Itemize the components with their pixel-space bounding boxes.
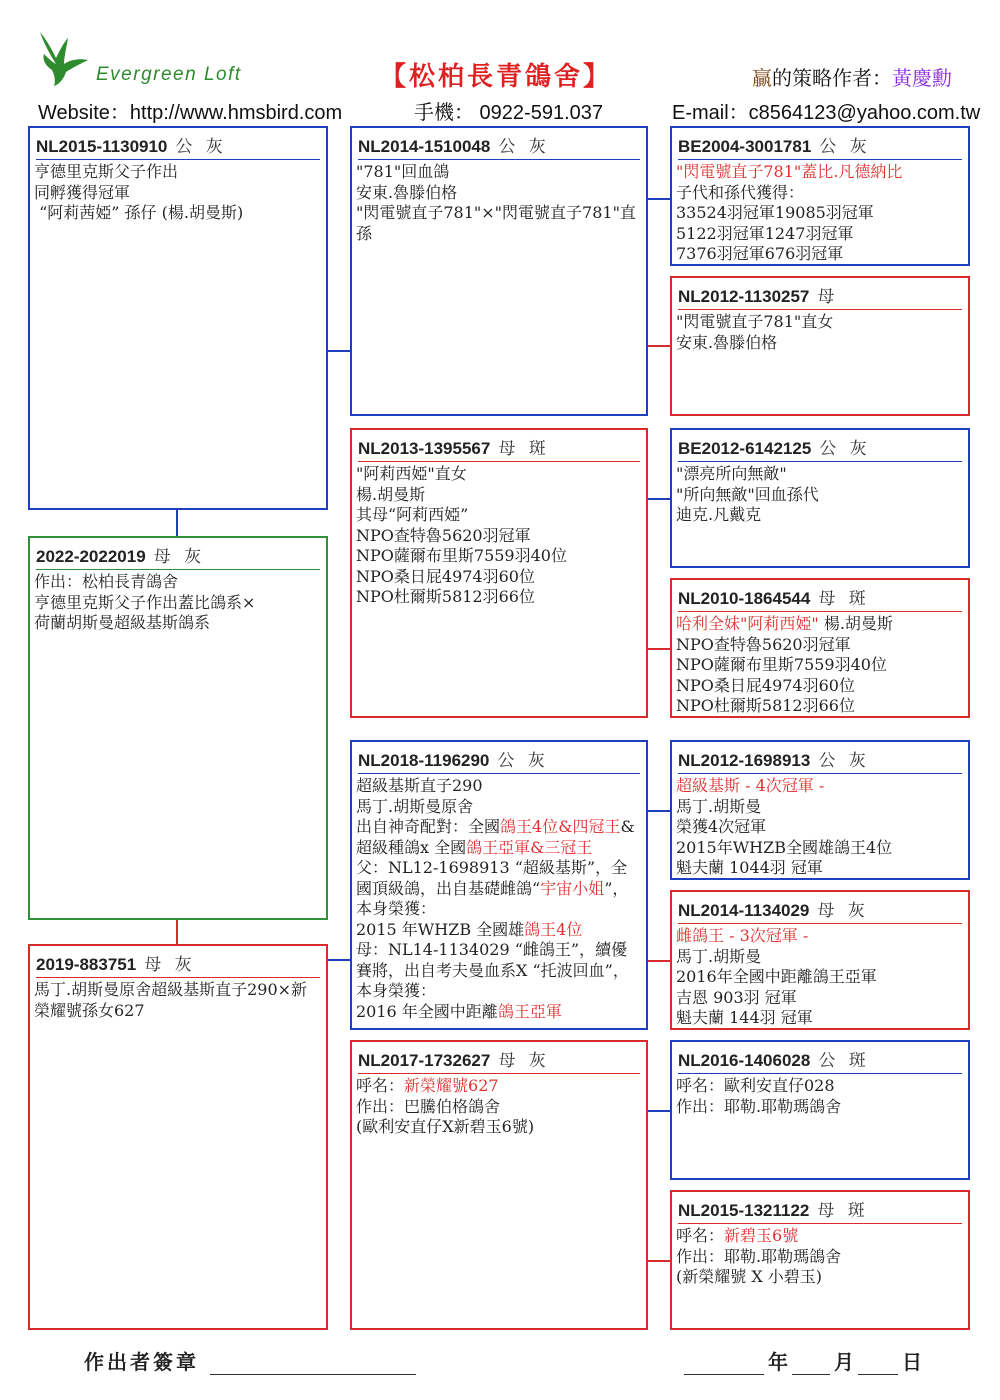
highlight-text: 哈利全妹"阿莉西婭" bbox=[676, 614, 819, 633]
detail-line bbox=[676, 776, 964, 797]
detail-line bbox=[34, 162, 322, 183]
highlight-text: 鴿王4位 bbox=[524, 919, 583, 939]
detail-line bbox=[356, 858, 642, 920]
box-body bbox=[356, 1076, 642, 1138]
detail-line bbox=[676, 162, 964, 183]
detail-text: 作出：松柏長青鴿舍 bbox=[34, 572, 179, 591]
detail-line bbox=[356, 1117, 642, 1138]
detail-text: NPO查特魯5620羽冠軍 bbox=[676, 634, 851, 654]
detail-line bbox=[356, 920, 642, 941]
detail-line bbox=[676, 244, 964, 265]
detail-text: 超級基斯直子290 bbox=[356, 776, 483, 795]
detail-line bbox=[356, 546, 642, 567]
detail-text: 作出：巴騰伯格鴿舍 bbox=[356, 1096, 501, 1116]
detail-text: 亨德里克斯父子作出 bbox=[34, 162, 179, 181]
detail-text: 子代和孫代獲得： bbox=[676, 182, 805, 202]
detail-line bbox=[676, 203, 964, 224]
detail-line bbox=[676, 797, 964, 818]
sex-color: 母 bbox=[817, 287, 839, 307]
pedigree-box-sire-sire[interactable] bbox=[350, 126, 648, 416]
logo-text: Evergreen Loft bbox=[96, 64, 242, 85]
ring-number: BE2012-6142125 bbox=[678, 439, 812, 458]
website: Website：http://www.hmsbird.com bbox=[38, 102, 343, 124]
detail-text: 馬丁.胡斯曼原舍超級基斯直子290×新榮耀號孫女627 bbox=[34, 980, 308, 1020]
detail-line bbox=[676, 1008, 964, 1029]
year-blank[interactable] bbox=[684, 1374, 764, 1375]
author-line bbox=[752, 62, 952, 91]
sex-color: 公 灰 bbox=[818, 751, 870, 771]
detail-line bbox=[34, 613, 322, 634]
phone: 手機： 0922-591.037 bbox=[414, 102, 604, 124]
highlight-text: 宇宙小姐 bbox=[540, 878, 605, 898]
sex-color: 公 斑 bbox=[818, 1051, 870, 1071]
pedigree-box-sss[interactable] bbox=[670, 126, 970, 266]
detail-line bbox=[356, 567, 642, 588]
detail-text: 楊.胡曼斯 bbox=[356, 484, 426, 504]
detail-text: 作出：耶勒.耶勒瑪鴿舍 bbox=[676, 1246, 842, 1266]
detail-line bbox=[676, 696, 964, 717]
detail-text: 呼名：歐利安直仔028 bbox=[676, 1076, 835, 1095]
detail-text: 馬丁.胡斯曼 bbox=[676, 796, 762, 816]
detail-text: 母：NL14-1134029 “雌鴿王”，續優賽將，出自考夫曼血系X “托波回血”，本身榮獲： bbox=[356, 940, 629, 1000]
sex-color: 母 灰 bbox=[817, 901, 869, 921]
box-body bbox=[34, 162, 322, 224]
detail-text: "漂亮所向無敵" bbox=[676, 464, 787, 483]
box-body bbox=[356, 776, 642, 1022]
ring-number: 2022-2022019 bbox=[36, 547, 146, 566]
detail-line bbox=[676, 505, 964, 526]
detail-line bbox=[356, 797, 642, 818]
pedigree-box-ddd[interactable] bbox=[670, 1190, 970, 1330]
pedigree-box-sire-dam[interactable] bbox=[350, 428, 648, 718]
detail-text: 呼名： bbox=[676, 1226, 725, 1245]
detail-text: 荷蘭胡斯曼超級基斯鴿系 bbox=[34, 613, 211, 632]
detail-line bbox=[676, 1097, 964, 1118]
detail-text: 魁夫蘭 1044羽 冠軍 bbox=[676, 858, 823, 877]
detail-line bbox=[34, 183, 322, 204]
detail-line bbox=[676, 1076, 964, 1097]
detail-line bbox=[356, 1097, 642, 1118]
detail-line bbox=[676, 333, 964, 354]
detail-line bbox=[356, 817, 642, 858]
ring-number: NL2012-1698913 bbox=[678, 751, 811, 770]
highlight-text: 新榮耀號627 bbox=[404, 1076, 499, 1095]
detail-line bbox=[356, 587, 642, 608]
detail-text: (新榮耀號 X 小碧玉) bbox=[676, 1267, 823, 1286]
detail-line bbox=[676, 838, 964, 859]
detail-line bbox=[676, 967, 964, 988]
ring-number: NL2010-1864544 bbox=[678, 589, 811, 608]
box-body bbox=[676, 1076, 964, 1117]
sex-color: 公 灰 bbox=[819, 439, 871, 459]
detail-line bbox=[356, 1076, 642, 1097]
detail-line bbox=[356, 485, 642, 506]
detail-text: 安東.魯滕伯格 bbox=[676, 332, 778, 352]
detail-text: 馬丁.胡斯曼原舍 bbox=[356, 796, 474, 816]
detail-line bbox=[356, 940, 642, 1002]
detail-text: 同孵獲得冠軍 bbox=[34, 182, 131, 202]
detail-line bbox=[676, 464, 964, 485]
detail-text: 魁夫蘭 144羽 冠軍 bbox=[676, 1008, 813, 1027]
detail-line bbox=[34, 593, 322, 614]
pedigree-box-dam-sire[interactable] bbox=[350, 740, 648, 1030]
ring-number: NL2012-1130257 bbox=[678, 287, 810, 306]
author-prefix: 的策略作者： bbox=[772, 66, 892, 90]
detail-text: 楊.胡曼斯 bbox=[818, 614, 893, 633]
box-body bbox=[676, 776, 964, 879]
detail-text: 5122羽冠軍1247羽冠軍 bbox=[676, 223, 854, 243]
detail-text: 吉恩 903羽 冠軍 bbox=[676, 987, 797, 1007]
box-body bbox=[676, 926, 964, 1029]
sex-color: 母 灰 bbox=[153, 547, 206, 567]
box-body bbox=[676, 1226, 964, 1288]
detail-text: 2016年全國中距離鴿王亞軍 bbox=[676, 967, 877, 986]
detail-text: "閃電號直子781"直女 bbox=[676, 312, 834, 331]
detail-line bbox=[356, 1002, 642, 1023]
detail-text: NPO杜爾斯5812羽66位 bbox=[676, 696, 855, 715]
detail-text: "781"回血鴿 bbox=[356, 162, 450, 181]
highlight-text: 雌鴿王 - 3次冠軍 - bbox=[676, 926, 809, 945]
detail-line bbox=[676, 485, 964, 506]
logo bbox=[34, 28, 94, 88]
detail-text: "阿莉西婭"直女 bbox=[356, 464, 467, 483]
highlight-text: 鴿王亞軍&三冠王 bbox=[466, 837, 593, 857]
detail-line bbox=[356, 526, 642, 547]
ring-number: NL2014-1510048 bbox=[358, 137, 491, 156]
pedigree-box-dds[interactable] bbox=[670, 1040, 970, 1180]
sex-color: 母 灰 bbox=[144, 955, 196, 975]
highlight-text: 新碧玉6號 bbox=[724, 1226, 799, 1245]
sex-color: 公 灰 bbox=[498, 137, 550, 157]
author-big-char: 贏 bbox=[752, 66, 772, 90]
ring-number: NL2018-1196290 bbox=[358, 751, 490, 770]
detail-text: 父：NL12-1698913 “超級基斯”，全國頂級鴿，出自基礎雌鴿“ bbox=[356, 858, 628, 898]
ring-number: NL2014-1134029 bbox=[678, 901, 810, 920]
pedigree-box-sire[interactable] bbox=[28, 126, 328, 510]
box-body bbox=[676, 464, 964, 526]
detail-text: 2015 年WHZB 全國雄 bbox=[356, 919, 525, 939]
detail-text: 榮獲4次冠軍 bbox=[676, 817, 767, 836]
detail-line bbox=[356, 183, 642, 204]
year-label: 年 bbox=[768, 1350, 788, 1374]
sex-color: 母 斑 bbox=[817, 1201, 869, 1221]
detail-text: 亨德里克斯父子作出蓋比鴿系× bbox=[34, 592, 256, 612]
pedigree-box-dss[interactable] bbox=[670, 740, 970, 880]
detail-text: 2015年WHZB全國雄鴿王4位 bbox=[676, 837, 893, 857]
highlight-text: 鴿王4位&四冠王 bbox=[500, 817, 621, 836]
detail-text: 迪克.凡戴克 bbox=[676, 505, 762, 524]
detail-text: 其母“阿莉西婭” bbox=[356, 505, 469, 524]
box-body bbox=[34, 572, 322, 634]
ring-number: 2019-883751 bbox=[36, 955, 137, 974]
detail-text: 呼名： bbox=[356, 1076, 405, 1095]
pedigree-box-dam-dam[interactable] bbox=[350, 1040, 648, 1330]
ring-number: NL2013-1395567 bbox=[358, 439, 491, 458]
detail-text: 馬丁.胡斯曼 bbox=[676, 946, 762, 966]
ring-number: BE2004-3001781 bbox=[678, 137, 812, 156]
detail-text: ”，本身榮獲： bbox=[356, 878, 629, 918]
month-blank[interactable] bbox=[792, 1374, 830, 1375]
detail-text: "閃電號直子781"×"閃電號直子781"直孫 bbox=[356, 203, 636, 243]
detail-line bbox=[356, 505, 642, 526]
month-label: 月 bbox=[834, 1350, 854, 1374]
email: E-mail：c8564123@yahoo.com.tw bbox=[672, 102, 981, 124]
detail-line bbox=[676, 312, 964, 333]
detail-text: NPO查特魯5620羽冠軍 bbox=[356, 525, 531, 545]
sex-color: 母 灰 bbox=[498, 1051, 550, 1071]
highlight-text: 鴿王亞軍 bbox=[497, 1001, 562, 1021]
detail-line bbox=[356, 776, 642, 797]
detail-line bbox=[676, 655, 964, 676]
detail-line bbox=[676, 183, 964, 204]
detail-line bbox=[676, 817, 964, 838]
signature-label: 作出者簽章 bbox=[84, 1350, 199, 1374]
detail-line bbox=[676, 988, 964, 1009]
detail-line bbox=[676, 224, 964, 245]
detail-line bbox=[676, 947, 964, 968]
pedigree-box-dam[interactable] bbox=[28, 944, 328, 1330]
detail-line bbox=[676, 926, 964, 947]
detail-line bbox=[676, 858, 964, 879]
detail-line bbox=[34, 980, 322, 1021]
detail-text: 7376羽冠軍676羽冠軍 bbox=[676, 244, 844, 263]
detail-text: 33524羽冠軍19085羽冠軍 bbox=[676, 203, 874, 222]
detail-line bbox=[676, 1226, 964, 1247]
pedigree-box-dsd[interactable] bbox=[670, 890, 970, 1030]
detail-line bbox=[676, 1247, 964, 1268]
pedigree-box-ssd[interactable] bbox=[670, 276, 970, 416]
sex-color: 公 灰 bbox=[175, 137, 227, 157]
detail-line bbox=[676, 676, 964, 697]
box-body bbox=[676, 162, 964, 265]
detail-line bbox=[676, 614, 964, 635]
ring-number: NL2015-1321122 bbox=[678, 1201, 810, 1220]
box-body bbox=[676, 312, 964, 353]
sex-color: 母 斑 bbox=[498, 439, 550, 459]
day-blank[interactable] bbox=[858, 1374, 898, 1375]
detail-text: 作出：耶勒.耶勒瑪鴿舍 bbox=[676, 1096, 842, 1116]
detail-text: NPO杜爾斯5812羽66位 bbox=[356, 587, 535, 606]
detail-line bbox=[676, 1267, 964, 1288]
pedigree-box-sdd[interactable] bbox=[670, 578, 970, 718]
day-label: 日 bbox=[902, 1350, 922, 1374]
box-body bbox=[356, 464, 642, 608]
ring-number: NL2016-1406028 bbox=[678, 1051, 811, 1070]
detail-text: 2016 年全國中距離 bbox=[356, 1001, 498, 1021]
author-name: 黃慶勳 bbox=[892, 66, 952, 90]
pedigree-box-sds[interactable] bbox=[670, 428, 970, 568]
detail-text: 出自神奇配對：全國 bbox=[356, 817, 501, 836]
detail-line bbox=[356, 203, 642, 244]
sex-color: 母 斑 bbox=[818, 589, 870, 609]
detail-text: NPO薩爾布里斯7559羽40位 bbox=[356, 546, 567, 565]
detail-text: (歐利安直仔X新碧玉6號) bbox=[356, 1117, 535, 1136]
detail-line bbox=[356, 464, 642, 485]
detail-text: &超級種鴿x 全國 bbox=[356, 817, 635, 857]
detail-text: “阿莉茜婭” 孫仔 (楊.胡曼斯) bbox=[34, 203, 244, 222]
highlight-text: 超級基斯 - 4次冠軍 - bbox=[676, 776, 825, 795]
ring-number: NL2015-1130910 bbox=[36, 137, 168, 156]
sex-color: 公 灰 bbox=[819, 137, 871, 157]
detail-text: NPO薩爾布里斯7559羽40位 bbox=[676, 655, 887, 674]
sex-color: 公 灰 bbox=[497, 751, 549, 771]
detail-line bbox=[356, 162, 642, 183]
dove-icon bbox=[34, 28, 94, 88]
detail-text: NPO桑日屁4974羽60位 bbox=[356, 566, 535, 586]
ring-number: NL2017-1732627 bbox=[358, 1051, 491, 1070]
detail-line bbox=[34, 203, 322, 224]
detail-text: "所向無敵"回血孫代 bbox=[676, 484, 819, 504]
detail-line bbox=[676, 635, 964, 656]
box-body bbox=[356, 162, 642, 244]
pedigree-box-subject[interactable] bbox=[28, 536, 328, 920]
detail-line bbox=[34, 572, 322, 593]
detail-text: NPO桑日屁4974羽60位 bbox=[676, 675, 855, 695]
detail-text: 安東.魯滕伯格 bbox=[356, 182, 458, 202]
loft-title: 【松柏長青鴿舍】 bbox=[380, 62, 613, 92]
box-body bbox=[34, 980, 322, 1021]
highlight-text: "閃電號直子781"蓋比.凡德納比 bbox=[676, 162, 903, 181]
signature-line[interactable] bbox=[210, 1374, 416, 1375]
box-body bbox=[676, 614, 964, 717]
